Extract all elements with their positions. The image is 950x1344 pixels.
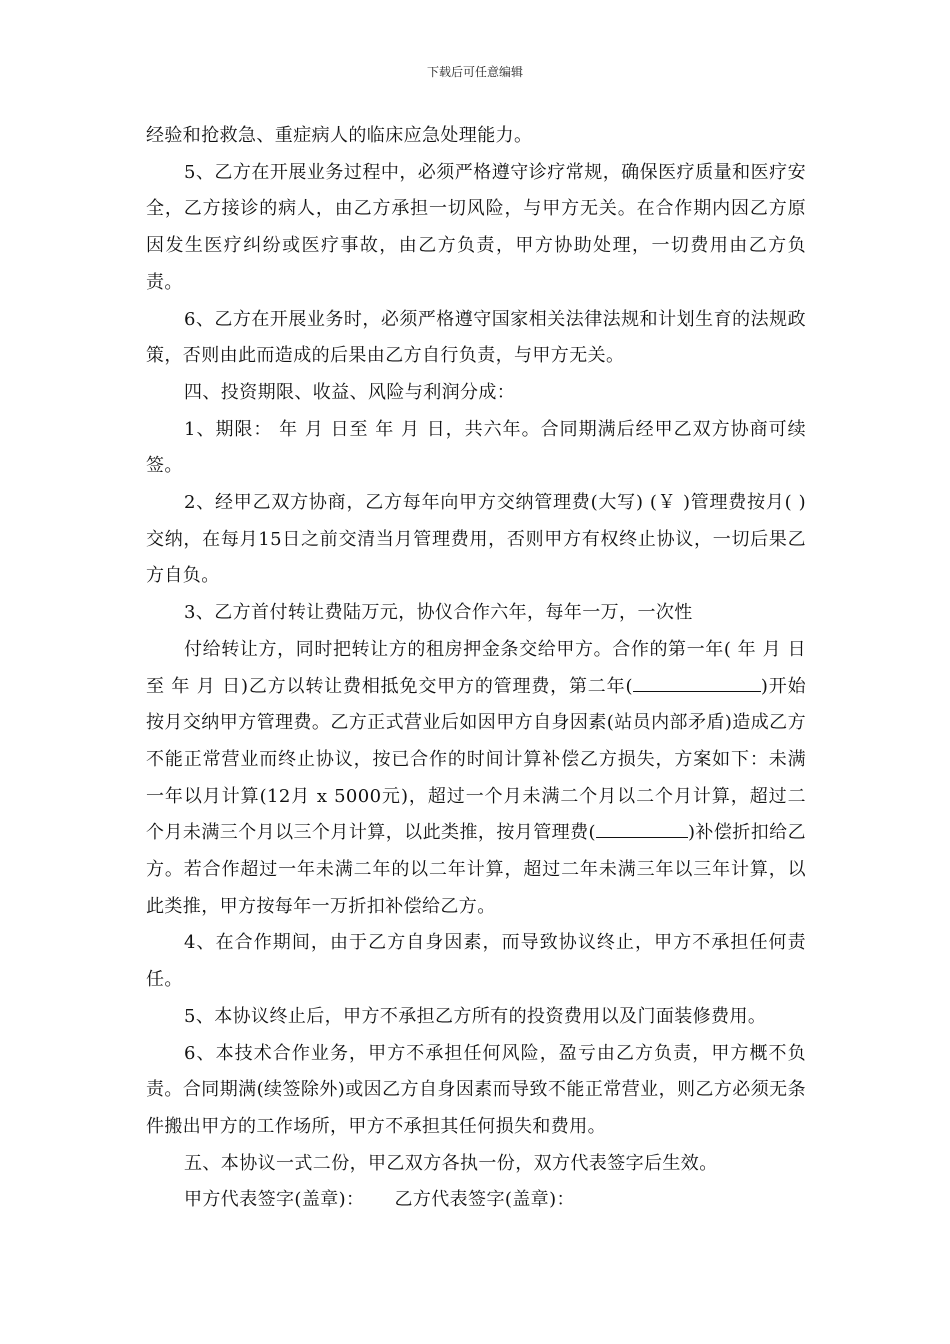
paragraph [146, 632, 806, 926]
paragraph-segment: 付给转让方，同时把转让方的租房押金条交给甲方。合作的第一年( 年 月 日至 年 月 日)乙方以转让费相抵免交甲方的管理费，第二年( [146, 638, 806, 697]
fill-in-blank [596, 815, 688, 838]
paragraph: 5、本协议终止后，甲方不承担乙方所有的投资费用以及门面装修费用。 [184, 1005, 767, 1027]
paragraph: 经验和抢救急、重症病人的临床应急处理能力。 [146, 125, 533, 146]
paragraph: 6、本技术合作业务，甲方不承担任何风险，盈亏由乙方负责，甲方概不负责。合同期满(续签除外)或因乙方自身因素而导致不能正常营业，则乙方必须无条件搬出甲方的工作场所，甲方不承担其任何损失和费用。 [146, 1042, 806, 1137]
fill-in-blank [633, 669, 761, 692]
party-b-signature-label: 乙方代表签字(盖章)： [394, 1189, 575, 1211]
paragraph: 5、乙方在开展业务过程中，必须严格遵守诊疗常规，确保医疗质量和医疗安全，乙方接诊的病人，由乙方承担一切风险，与甲方无关。在合作期内因乙方原因发生医疗纠纷或医疗事故，由乙方负责，甲方协助处理，一切费用由乙方负责。 [146, 161, 806, 293]
paragraph: 2、经甲乙双方协商，乙方每年向甲方交纳管理费(大写) (￥ )管理费按月( )交纳，在每月15日之前交清当月管理费用，否则甲方有权终止协议，一切后果乙方自负。 [146, 492, 806, 587]
paragraph: 4、在合作期间，由于乙方自身因素，而导致协议终止，甲方不承担任何责任。 [146, 932, 806, 991]
paragraph: 五、本协议一式二份，甲乙双方各执一份，双方代表签字后生效。 [184, 1152, 718, 1174]
signature-line [146, 1182, 806, 1219]
party-a-signature-label: 甲方代表签字(盖章)： [184, 1189, 365, 1211]
paragraph: 1、期限： 年 月 日至 年 月 日，共六年。合同期满后经甲乙双方协商可续签。 [146, 418, 806, 477]
section-heading: 四、投资期限、收益、风险与利润分成： [184, 381, 516, 403]
paragraph: 3、乙方首付转让费陆万元，协仪合作六年，每年一万，一次性 [184, 602, 693, 624]
paragraph-segment: )开始按月交纳甲方管理费。乙方正式营业后如因甲方自身因素(站员内部矛盾)造成乙方不能正常营业而终止协议，按已合作的时间计算补偿乙方损失，方案如下：未满一年以月计算(12月 x 5000元)，超过一个月未满二个月以二个月计算，超过二个月未满三个月以三个月计算，以此类推，按月管理费( [146, 675, 806, 844]
paragraph: 6、乙方在开展业务时，必须严格遵守国家相关法律法规和计划生育的法规政策，否则由此而造成的后果由乙方自行负责，与甲方无关。 [146, 308, 806, 367]
document-body [146, 118, 806, 1219]
paragraph-segment: )补偿折扣给乙方。若合作超过一年未满二年的以二年计算，超过二年未满三年以三年计算，以此类推，甲方按每年一万折扣补偿给乙方。 [146, 822, 806, 917]
page-header: 下载后可任意编辑 [426, 65, 523, 79]
